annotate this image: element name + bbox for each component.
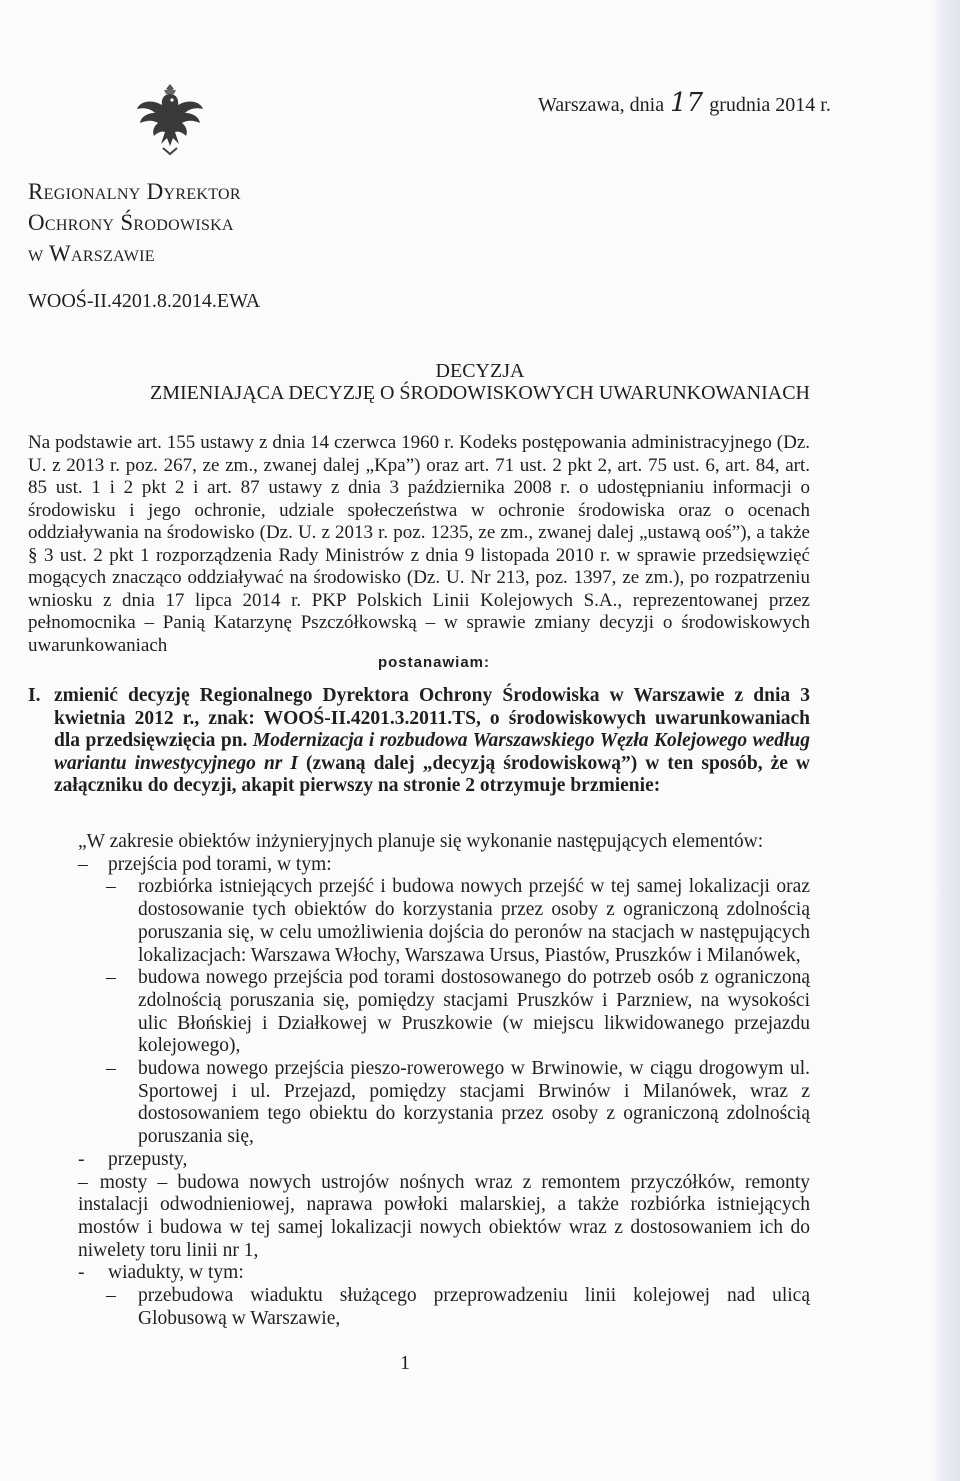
hyphen-marker: - xyxy=(78,1148,85,1170)
date-day-handwritten: 17 xyxy=(670,88,704,118)
postanawiam-heading: postanawiam: xyxy=(377,654,491,671)
list-subitem xyxy=(78,1058,810,1149)
legal-basis-paragraph: Na podstawie art. 155 ustawy z dnia 14 czerwca 1960 r. Kodeks postępowania administracyjnego (Dz. U. z 2013 r. poz. 267, ze zm., zwanej dalej „Kpa”) oraz art. 71 ust. 2 pkt 2, art. 75 ust. 6, art. 84, art. 85 ust. 1 i 2 pkt 2 i art. 87 ustawy z dnia 3 października 2008 r. o udostępnianiu informacji o środowisku i jego ochronie, udziale społeczeństwa w ochronie środowiska oraz o ocenach oddziaływania na środowisko (Dz. U. z 2013 r. poz. 1235, ze zm., zwanej dalej „ustawą ooś”), a także § 3 ust. 2 pkt 1 rozporządzenia Rady Ministrów z dnia 9 listopada 2010 r. w sprawie przedsięwzięć mogących znacząco oddziaływać na środowisko (Dz. U. Nr 213, poz. 1397, ze zm.), po rozpatrzeniu wniosku z dnia 17 lipca 2014 r. PKP Polskich Linii Kolejowych S.A., reprezentowanej przez pełnomocnika – Panią Katarzynę Pszczółkowską – w sprawie zmiany decyzji o środowiskowych uwarunkowaniach xyxy=(28,432,810,656)
project-name: Modernizacja i rozbudowa Warszawskiego Węzła Kolejowego według wariantu inwestycyjnego nr I xyxy=(54,730,811,774)
list-subitem xyxy=(78,967,810,1058)
page-number: 1 xyxy=(400,1352,410,1374)
list-item xyxy=(78,1262,810,1285)
decision-text xyxy=(28,685,810,798)
date-prefix: Warszawa, dnia xyxy=(538,94,665,116)
dash-marker: – xyxy=(106,967,116,989)
polish-eagle-emblem-icon xyxy=(135,78,205,158)
document-title xyxy=(0,360,960,404)
dash-marker: – xyxy=(78,1171,88,1193)
quoted-amendment xyxy=(78,831,810,1330)
reference-number: WOOŚ-II.4201.8.2014.EWA xyxy=(28,290,261,312)
item-text: przejścia pod torami, w tym: xyxy=(108,853,332,875)
subitem-text: budowa nowego przejścia pieszo-rowerowego w Brwinowie, w ciągu drogowym ul. Sportowej i ul. Przejazd, pomiędzy stacjami Brwinów i Milanówek, wraz z dostosowaniem tego obiektu do korzystania przez osoby z ograniczoną zdolnością poruszania się, xyxy=(138,1058,810,1148)
authority-line-3: w Warszawie xyxy=(28,241,155,266)
title-line-2: ZMIENIAJĄCA DECYZJĘ O ŚRODOWISKOWYCH UWARUNKOWANIACH xyxy=(150,382,810,404)
item-text: przepusty, xyxy=(108,1148,188,1170)
decision-point-1 xyxy=(28,685,810,798)
authority-line-1: Regionalny Dyrektor xyxy=(28,179,241,204)
issuing-authority xyxy=(28,176,241,269)
hyphen-marker: - xyxy=(78,1262,85,1284)
document-date xyxy=(538,88,831,118)
subitem-text: budowa nowego przejścia pod torami dostosowanego do potrzeb osób z ograniczoną zdolnością poruszania się, pomiędzy stacjami Pruszków i Parzniew, na wysokości ulic Błońskiej i Działkowej w Pruszkowie (w miejscu likwidowanego przejazdu kolejowego), xyxy=(138,967,810,1057)
list-item xyxy=(78,1172,810,1263)
dash-marker: – xyxy=(78,853,88,875)
dash-marker: – xyxy=(106,876,116,898)
authority-line-2: Ochrony Środowiska xyxy=(28,210,234,235)
decision-text-a: zmienić decyzję Regionalnego Dyrektora Ochrony Środowiska w Warszawie z dnia 3 kwietnia 2012 r., znak: WOOŚ-II.4201.3.2011.TS, o środowiskowych uwarunkowaniach dla przedsięwzięcia pn. xyxy=(54,685,810,751)
subitem-text: rozbiórka istniejących przejść i budowa nowych przejść w tej samej lokalizacji oraz dostosowanie tych obiektów do korzystania przez osoby z ograniczoną zdolnością poruszania się, w celu umożliwienia dojścia do peronów na stacjach w następujących lokalizacjach: Warszawa Włochy, Warszawa Ursus, Piastów, Pruszków i Milanówek, xyxy=(138,876,810,966)
item-text: wiadukty, w tym: xyxy=(108,1262,244,1284)
subitem-text: przebudowa wiaduktu służącego przeprowadzeniu linii kolejowej nad ulicą Globusową w Warszawie, xyxy=(138,1285,810,1329)
list-subitem xyxy=(78,1285,810,1330)
list-item xyxy=(78,854,810,877)
item-text: mosty – budowa nowych ustrojów nośnych wraz z remontem przyczółków, remonty instalacji odwodnieniowej, naprawa powłoki malarskiej, a także rozbiórka istniejących mostów i budowa w tej samej lokalizacji nowych obiektów wraz z dostosowaniem ich do niwelety toru linii nr 1, xyxy=(78,1171,810,1261)
decision-text-b: (zwaną dalej „decyzją środowiskową”) w ten sposób, że w załączniku do decyzji, akapit pierwszy na stronie 2 otrzymuje brzmienie: xyxy=(54,752,811,796)
quote-opening: „W zakresie obiektów inżynieryjnych planuje się wykonanie następujących elementów: xyxy=(78,831,764,852)
list-subitem xyxy=(78,876,810,967)
list-item xyxy=(78,1149,810,1172)
title-line-1: DECYZJA xyxy=(435,360,525,382)
dash-marker: – xyxy=(106,1058,116,1080)
decision-number: I. xyxy=(28,685,41,706)
date-suffix: grudnia 2014 r. xyxy=(709,94,831,116)
dash-marker: – xyxy=(106,1285,116,1307)
